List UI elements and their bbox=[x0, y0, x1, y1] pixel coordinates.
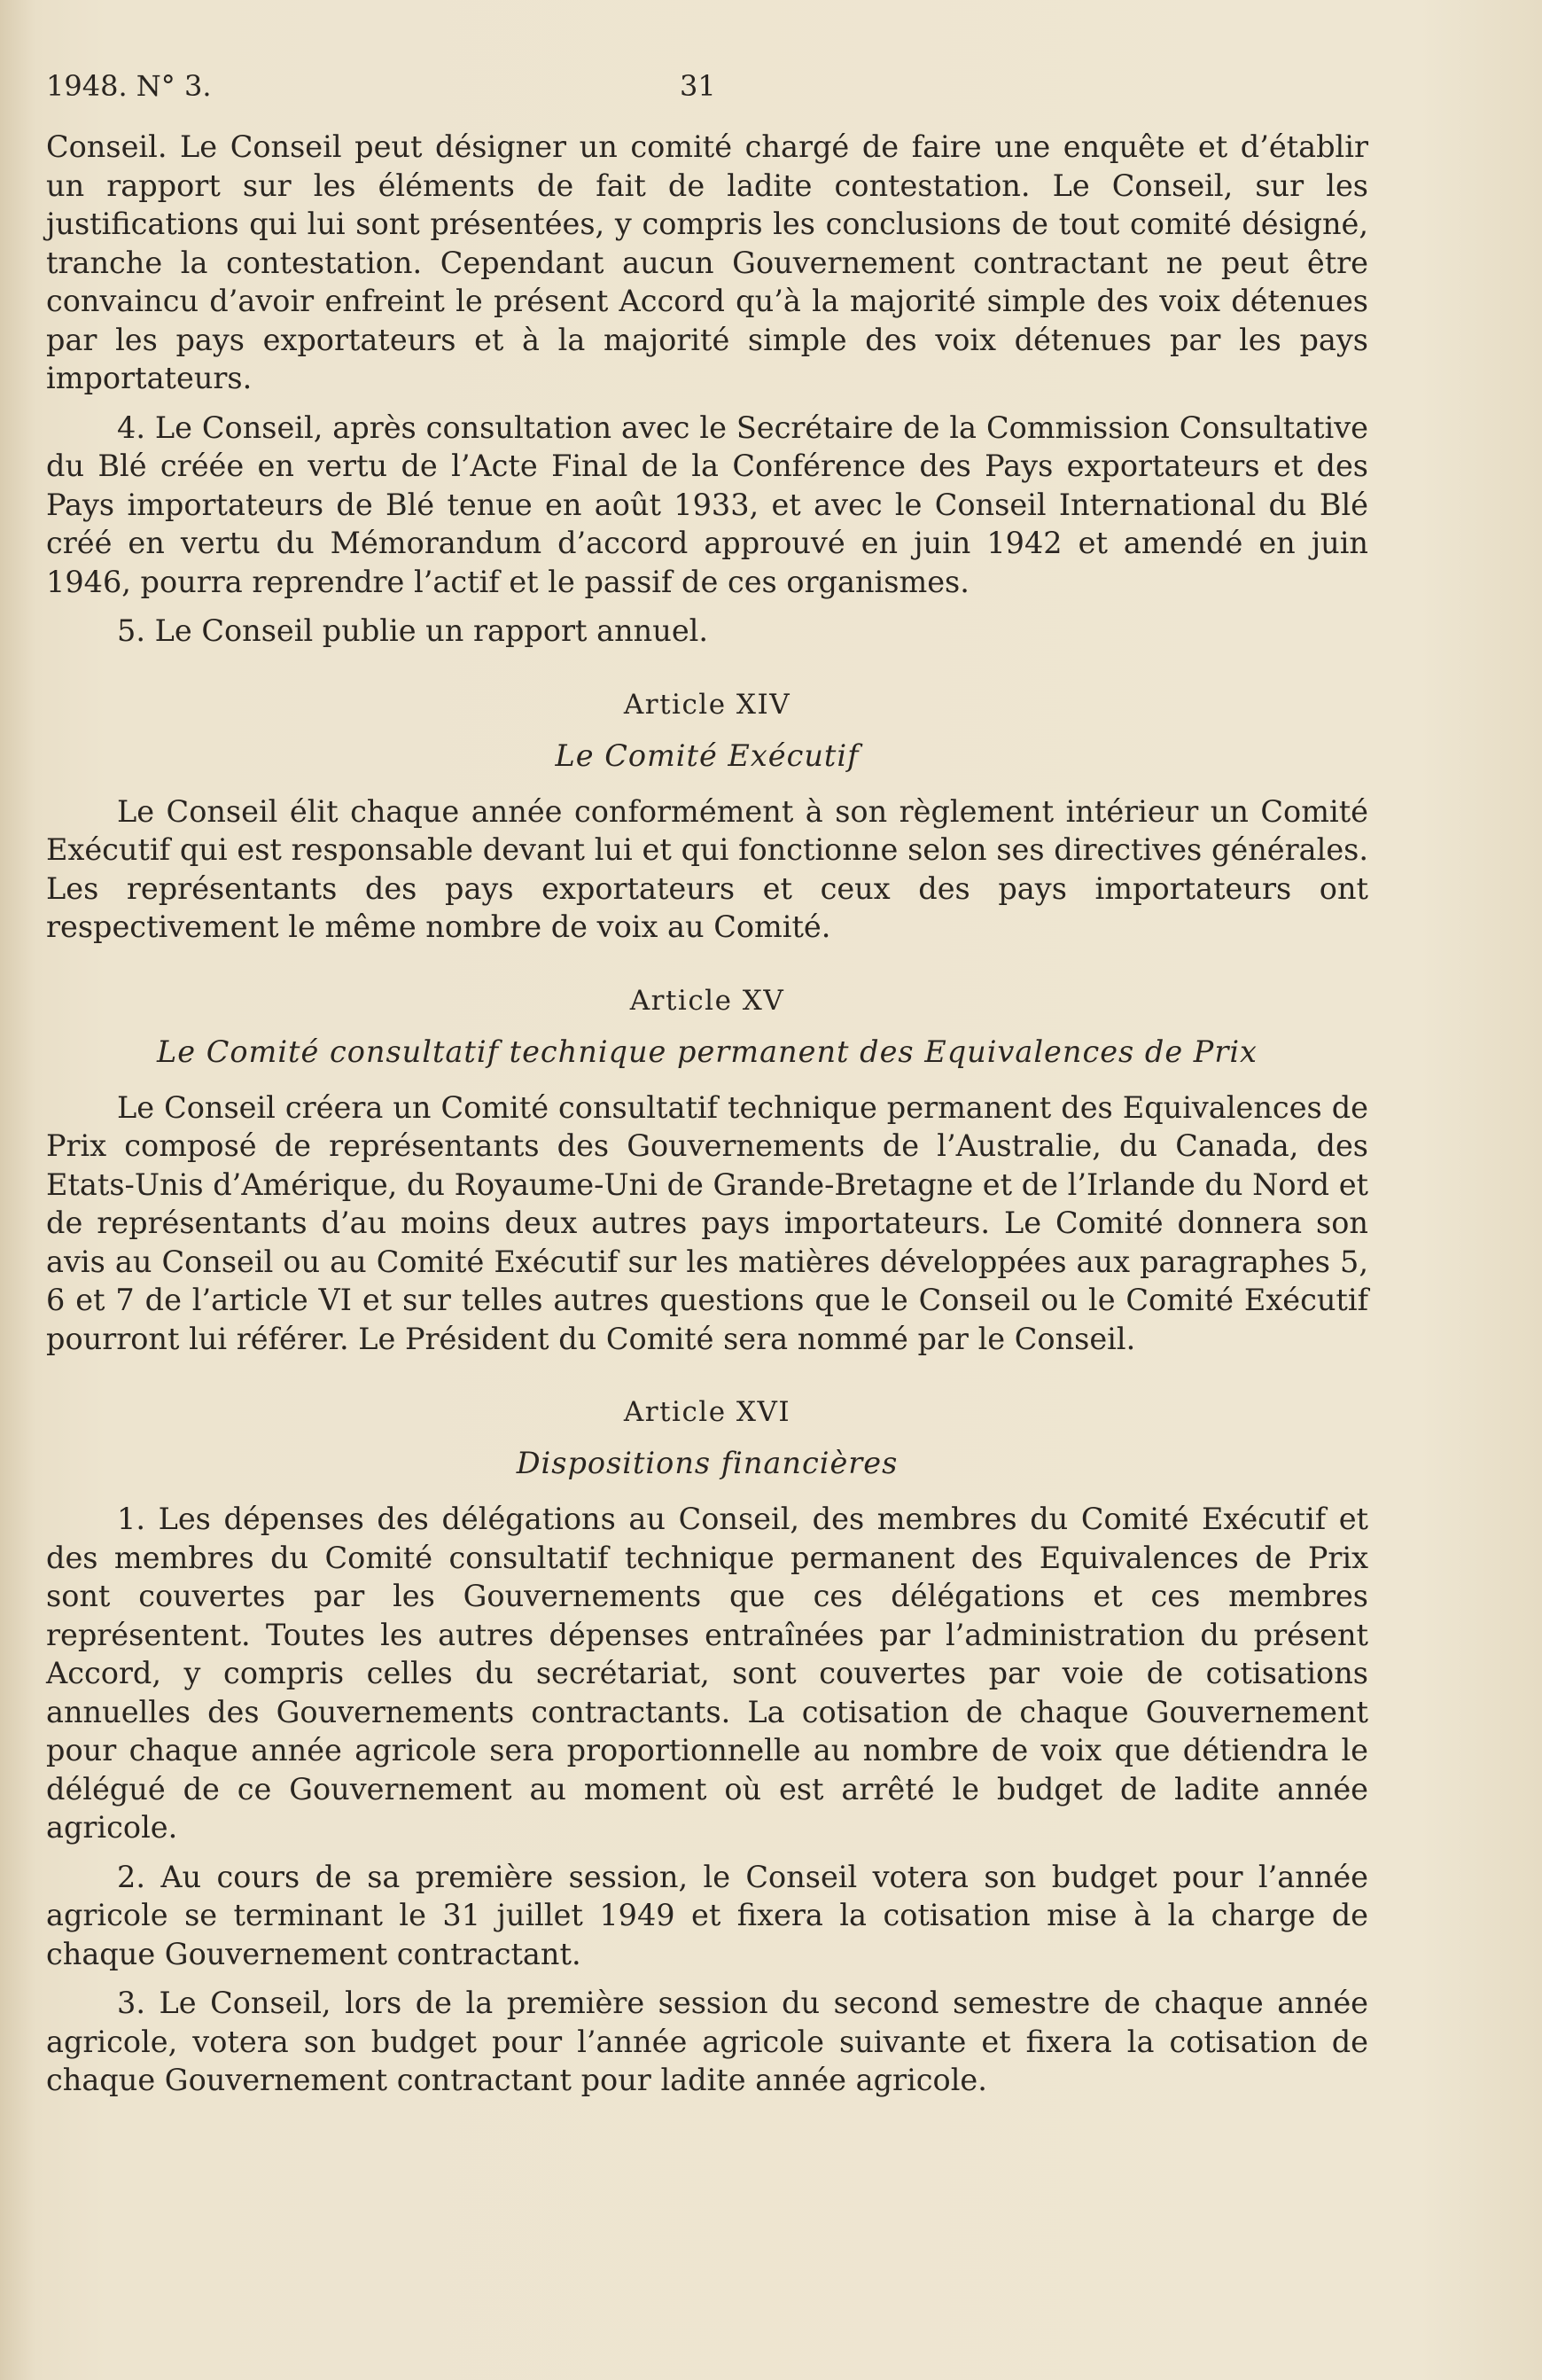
article-xvi-subtitle: Dispositions financières bbox=[516, 1446, 899, 1480]
paragraph-5: 5. Le Conseil publie un rapport annuel. bbox=[117, 613, 709, 648]
article-xv-text: Le Conseil créera un Comité consultatif technique permanent des Equivalences de Prix composé de représentants des Gouvernements de l’Australie, du Canada, des Etats-Unis d’Amérique, du Royaume-Uni de Grande-Bretagne et de l’Irlande du Nord et de représentants d’au moins deux autres pays importateurs. Le Comité donnera son avis au Conseil ou au Comité Exécutif sur les matières développées aux paragraphes 5, 6 et 7 de l’article VI et sur telles autres questions que le Conseil ou le Comité Exécutif pourront lui référer. Le Président du Comité sera nommé par le Conseil. bbox=[46, 1089, 1368, 1356]
article-xvi-paragraph-1: 1. Les dépenses des délégations au Conseil, des membres du Comité Exécutif et des membres du Comité consultatif technique permanent des Equivalences de Prix sont couvertes par les Gouvernements que ces délégations et ces membres représentent. Toutes les autres dépenses entraînées par l’administration du présent Accord, y compris celles du secrétariat, sont couvertes par voie de cotisations annuelles des Gouvernements contractants. La cotisation de chaque Gouvernement pour chaque année agricole sera proportionnelle au nombre de voix que détiendra le délégué de ce Gouvernement au moment où est arrêté le budget de ladite année agricole. bbox=[46, 1502, 1368, 1845]
article-xvi-paragraph-2: 2. Au cours de sa première session, le Conseil votera son budget pour l’année agricole se terminant le 31 juillet 1949 et fixera la cotisation mise à la charge de chaque Gouvernement contractant. bbox=[46, 1859, 1368, 1971]
article-xiv-heading: Article XIV bbox=[623, 688, 791, 721]
article-xv-subtitle: Le Comité consultatif technique permanent des Equivalences de Prix bbox=[157, 1034, 1258, 1069]
body-text bbox=[46, 128, 1368, 2100]
paragraph-continuation: Conseil. Le Conseil peut désigner un comité chargé de faire une enquête et d’établir un rapport sur les éléments de fait de ladite contestation. Le Conseil, sur les justifications qui lui sont présentées, y compris les conclusions de tout comité désigné, tranche la contestation. Cependant aucun Gouvernement contractant ne peut être convaincu d’avoir enfreint le présent Accord qu’à la majorité simple des voix détenues par les pays exportateurs et à la majorité simple des voix détenues par les pays importateurs. bbox=[46, 129, 1368, 395]
page-number: 31 bbox=[680, 69, 716, 103]
paragraph-4: 4. Le Conseil, après consultation avec le Secrétaire de la Commission Consultative du Blé créée en vertu de l’Acte Final de la Conférence des Pays exportateurs et des Pays importateurs de Blé tenue en août 1933, et avec le Conseil International du Blé créé en vertu du Mémorandum d’accord approuvé en juin 1942 et amendé en juin 1946, pourra reprendre l’actif et le passif de ces organismes. bbox=[46, 410, 1368, 599]
article-xvi-heading: Article XVI bbox=[623, 1396, 791, 1428]
article-xiv-subtitle: Le Comité Exécutif bbox=[555, 737, 860, 773]
article-xiv-text: Le Conseil élit chaque année conformément à son règlement intérieur un Comité Exécutif qui est responsable devant lui et qui fonctionne selon ses directives générales. Les représentants des pays exportateurs et ceux des pays importateurs ont respectivement le même nombre de voix au Comité. bbox=[46, 793, 1368, 944]
article-xv-heading: Article XV bbox=[629, 984, 785, 1017]
header-issue: 1948. N° 3. bbox=[46, 69, 212, 103]
running-header bbox=[46, 64, 1368, 108]
article-xvi-paragraph-3: 3. Le Conseil, lors de la première session du second semestre de chaque année agricole, votera son budget pour l’année agricole suivante et fixera la cotisation de chaque Gouvernement contractant pour ladite année agricole. bbox=[46, 1986, 1368, 2097]
